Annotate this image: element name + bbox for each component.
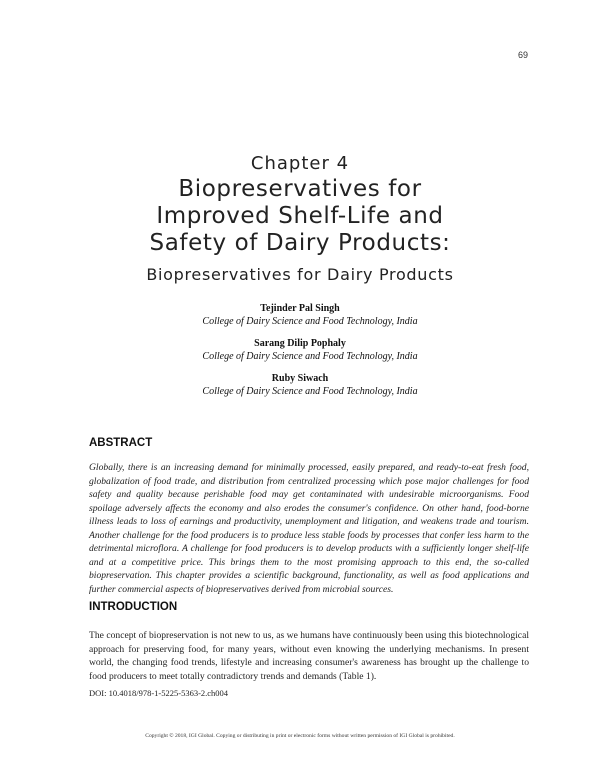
chapter-subtitle: Biopreservatives for Dairy Products xyxy=(146,265,454,284)
author-name: Ruby Siwach xyxy=(271,373,329,384)
author-block xyxy=(0,337,600,363)
page-number: 69 xyxy=(517,50,528,60)
author-affiliation: College of Dairy Science and Food Technology, India xyxy=(202,386,418,397)
chapter-label: Chapter 4 xyxy=(250,153,350,174)
abstract-heading: ABSTRACT xyxy=(89,437,153,449)
copyright-notice: Copyright © 2018, IGI Global. Copying or distributing in print or electronic forms without written permission of IGI Global is prohibited. xyxy=(145,733,455,739)
author-list xyxy=(0,302,600,407)
author-block xyxy=(0,302,600,328)
title-line: Biopreservatives for xyxy=(178,176,422,202)
chapter-title xyxy=(0,176,600,257)
author-name: Sarang Dilip Pophaly xyxy=(254,338,346,349)
title-line: Improved Shelf-Life and xyxy=(156,203,444,229)
author-block xyxy=(0,372,600,398)
introduction-heading: INTRODUCTION xyxy=(89,601,178,613)
author-affiliation: College of Dairy Science and Food Technology, India xyxy=(202,316,418,327)
author-affiliation: College of Dairy Science and Food Technology, India xyxy=(202,351,418,362)
author-name: Tejinder Pal Singh xyxy=(260,303,340,314)
title-line: Safety of Dairy Products: xyxy=(149,230,451,256)
abstract-text: Globally, there is an increasing demand for minimally processed, easily prepared, and ready-to-eat fresh food, globalization of food trade, and distribution from centralized processing which pose major challenges for food safety and quality because perishable food may get contaminated with undesirable microorganisms. Food spoilage adversely affects the economy and also erodes the consumer's confidence. On other hand, food-borne illness leads to loss of earnings and productivity, unemployment and litigation, and weakens trade and tourism. Another challenge for the food producers is to produce less stable foods by processes that confer less harm to the detrimental microflora. A challenge for food producers is to develop products with a sufficiently longer shelf-life and at a competitive price. This brings them to the most promising approach to this end, the so-called biopreservation. This chapter provides a scientific background, functionality, as well as food applications and further commercial aspects of biopreservatives derived from microbial sources. xyxy=(89,462,529,595)
doi-line: DOI: 10.4018/978-1-5225-5363-2.ch004 xyxy=(89,688,229,698)
introduction-text: The concept of biopreservation is not new to us, as we humans have continuously been using this biotechnological approach for preserving food, for many years, without even knowing the underlying mechanisms. In present world, the changing food trends, lifestyle and increasing consumer's awareness has brought up the challenge to food producers to meet totally contradictory trends and demands (Table 1). xyxy=(89,630,529,682)
